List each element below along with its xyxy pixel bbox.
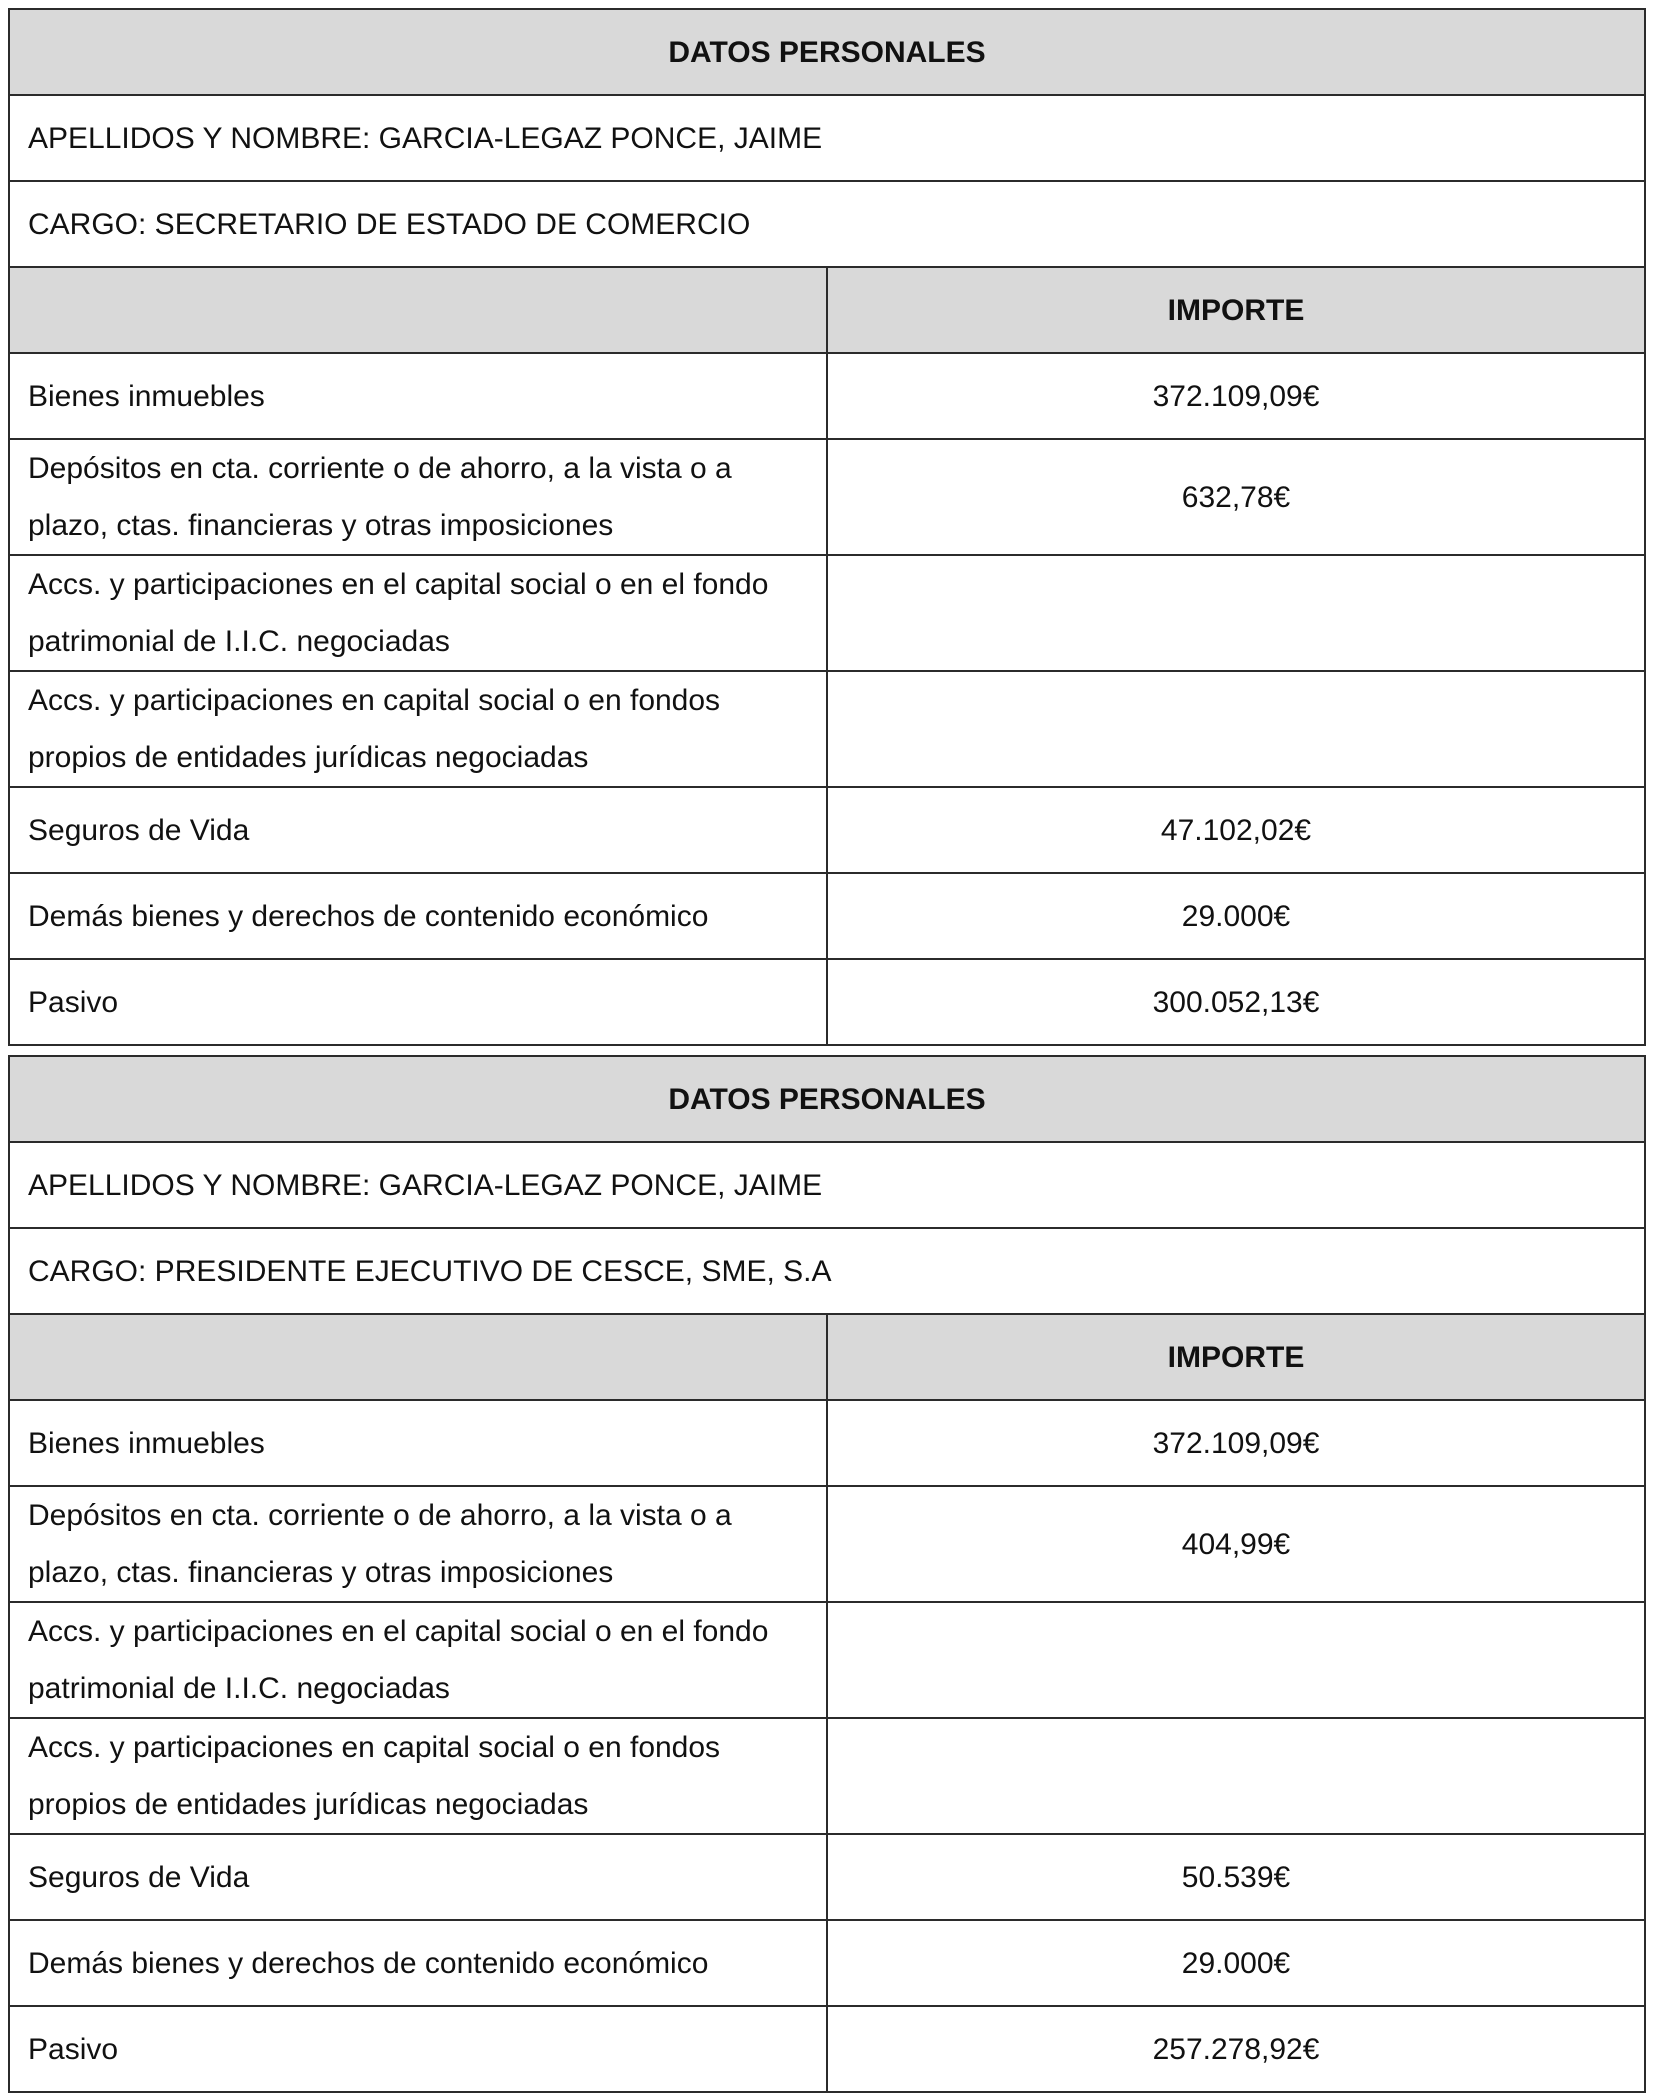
row-amount [827, 671, 1645, 787]
table-row [9, 1834, 1645, 1920]
row-amount: 372.109,09€ [827, 353, 1645, 439]
row-amount [827, 1718, 1645, 1834]
table-row [9, 2006, 1645, 2092]
table-header-row [9, 9, 1645, 95]
table-row [9, 1486, 1645, 1602]
row-amount: 404,99€ [827, 1486, 1645, 1602]
row-label: Bienes inmuebles [9, 1400, 827, 1486]
name-field: APELLIDOS Y NOMBRE: GARCIA-LEGAZ PONCE, JAIME [9, 95, 1645, 181]
cargo-field: CARGO: SECRETARIO DE ESTADO DE COMERCIO [9, 181, 1645, 267]
table-row [9, 787, 1645, 873]
row-label: Depósitos en cta. corriente o de ahorro, a la vista o a plazo, ctas. financieras y otras imposiciones [9, 439, 827, 555]
row-amount: 29.000€ [827, 1920, 1645, 2006]
row-amount: 372.109,09€ [827, 1400, 1645, 1486]
row-label: Seguros de Vida [9, 1834, 827, 1920]
blank-header-cell [9, 1314, 827, 1400]
row-amount: 29.000€ [827, 873, 1645, 959]
table-row [9, 671, 1645, 787]
declaration-table [8, 8, 1646, 1046]
row-label: Bienes inmuebles [9, 353, 827, 439]
amount-column-header: IMPORTE [827, 1314, 1645, 1400]
row-amount: 257.278,92€ [827, 2006, 1645, 2092]
row-amount: 300.052,13€ [827, 959, 1645, 1045]
table-row [9, 1718, 1645, 1834]
table-row [9, 1920, 1645, 2006]
name-row [9, 1142, 1645, 1228]
row-amount [827, 555, 1645, 671]
table-row [9, 1602, 1645, 1718]
row-label: Accs. y participaciones en el capital social o en el fondo patrimonial de I.I.C. negociadas [9, 555, 827, 671]
cargo-row [9, 181, 1645, 267]
row-amount: 632,78€ [827, 439, 1645, 555]
table-header-row [9, 1056, 1645, 1142]
table-row [9, 555, 1645, 671]
column-header-row [9, 267, 1645, 353]
cargo-field: CARGO: PRESIDENTE EJECUTIVO DE CESCE, SME, S.A [9, 1228, 1645, 1314]
name-row [9, 95, 1645, 181]
row-label: Accs. y participaciones en capital social o en fondos propios de entidades jurídicas negociadas [9, 1718, 827, 1834]
row-amount: 50.539€ [827, 1834, 1645, 1920]
declaration-table [8, 1055, 1646, 2093]
table-row [9, 1400, 1645, 1486]
cargo-row [9, 1228, 1645, 1314]
blank-header-cell [9, 267, 827, 353]
row-label: Pasivo [9, 959, 827, 1045]
name-field: APELLIDOS Y NOMBRE: GARCIA-LEGAZ PONCE, JAIME [9, 1142, 1645, 1228]
column-header-row [9, 1314, 1645, 1400]
section-header: DATOS PERSONALES [9, 1056, 1645, 1142]
row-label: Accs. y participaciones en el capital social o en el fondo patrimonial de I.I.C. negociadas [9, 1602, 827, 1718]
table-row [9, 873, 1645, 959]
table-row [9, 439, 1645, 555]
row-label: Accs. y participaciones en capital social o en fondos propios de entidades jurídicas negociadas [9, 671, 827, 787]
row-label: Pasivo [9, 2006, 827, 2092]
row-amount [827, 1602, 1645, 1718]
row-label: Depósitos en cta. corriente o de ahorro, a la vista o a plazo, ctas. financieras y otras imposiciones [9, 1486, 827, 1602]
row-label: Demás bienes y derechos de contenido económico [9, 873, 827, 959]
row-label: Demás bienes y derechos de contenido económico [9, 1920, 827, 2006]
section-header: DATOS PERSONALES [9, 9, 1645, 95]
table-row [9, 353, 1645, 439]
row-label: Seguros de Vida [9, 787, 827, 873]
row-amount: 47.102,02€ [827, 787, 1645, 873]
amount-column-header: IMPORTE [827, 267, 1645, 353]
table-row [9, 959, 1645, 1045]
